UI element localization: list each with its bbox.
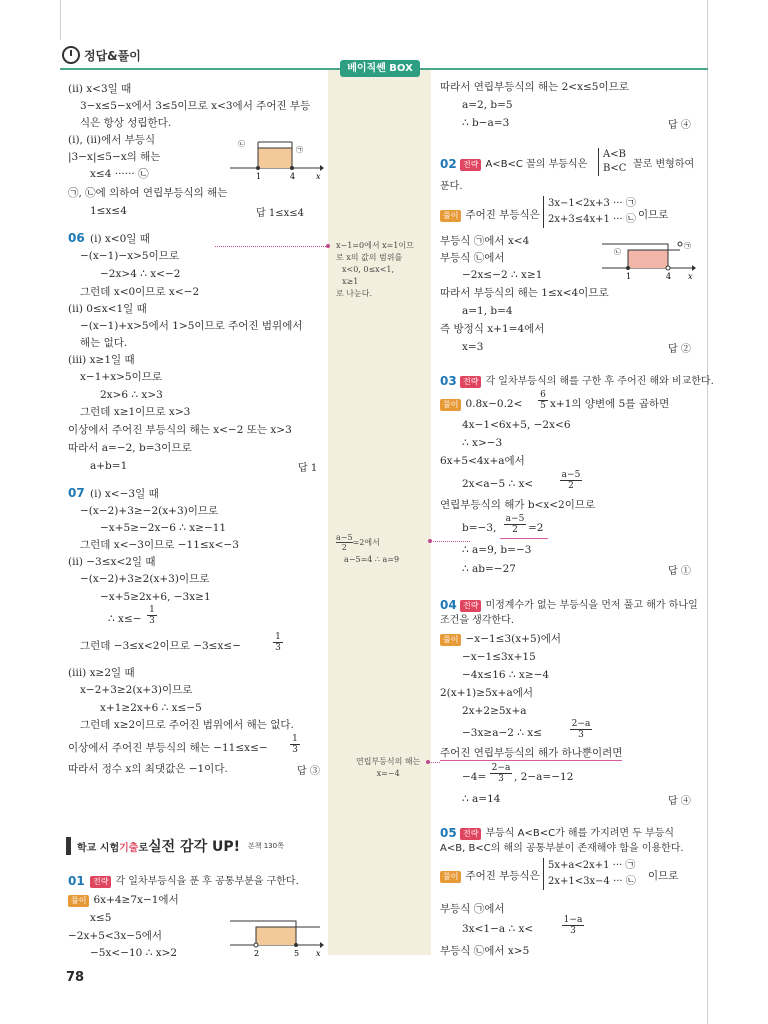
text-line: 즉 방정식 x+1=4에서 xyxy=(440,323,545,335)
text-line: 2x<a−5 ∴ x< xyxy=(462,478,534,490)
inequality-system xyxy=(543,196,636,228)
text-line: (iii) x≥2일 때 xyxy=(68,667,135,679)
text-line: ∴ ab=−27 xyxy=(462,563,516,575)
text-line: 식은 항상 성립한다. xyxy=(80,117,172,129)
text-line: 주어진 연립부등식의 해가 하나뿐이려면 xyxy=(440,747,623,759)
fraction-num: 1 xyxy=(290,734,300,745)
text-line: (iii) x≥1일 때 xyxy=(68,354,135,366)
box-note-2 xyxy=(336,533,380,552)
strategy-text: 각 일차부등식을 푼 후 공통부분을 구한다. xyxy=(115,876,299,887)
text-line: 2x>6 ∴ x>3 xyxy=(100,389,163,401)
basic-box-tag: 베이직쎈 BOX xyxy=(340,60,420,77)
strategy-badge: 전략 xyxy=(90,876,111,888)
text-line: −x−1≤3x+15 xyxy=(462,651,536,663)
strategy-system xyxy=(598,148,626,176)
section-title-post: 로 xyxy=(138,842,149,854)
text-line: a+b=1 xyxy=(90,460,128,472)
strategy-badge: 전략 xyxy=(460,376,481,388)
text-line: 그런데 x≥1이므로 x>3 xyxy=(80,406,191,418)
text-line: 부등식 ㉡에서 xyxy=(440,252,505,264)
text-line xyxy=(68,893,179,907)
note-line: a−5=4 ∴ a=9 xyxy=(344,555,400,564)
note-line: x=−4 xyxy=(376,769,400,778)
inequality-system xyxy=(543,858,636,890)
page-left-border xyxy=(60,0,61,40)
question-number: 06 xyxy=(68,231,85,245)
text-line: 부등식 ㉡에서 x>5 xyxy=(440,945,530,957)
question-number: 07 xyxy=(68,486,85,500)
text-line: −x+5≥2x+6, −3x≥1 xyxy=(100,591,211,603)
answer-mark: 답 ④ xyxy=(668,796,691,807)
text-line: ∴ a=14 xyxy=(462,793,501,805)
text-line: =2 xyxy=(528,522,544,534)
text-line: a=2, b=5 xyxy=(462,99,513,111)
text-line: (ii) 0≤x<1일 때 xyxy=(68,303,147,315)
answer-mark: 답 ① xyxy=(668,566,691,577)
text-line: ∴ a=9, b=−3 xyxy=(462,544,532,556)
text-line: 3x<1−a ∴ x< xyxy=(462,923,534,935)
nl1-label: 1 xyxy=(256,172,262,181)
question-number: 03 xyxy=(440,374,457,388)
note-line: 연립부등식의 해는 xyxy=(356,757,421,766)
system-line: 3x−1<2x+3 ··· ㉠ xyxy=(548,198,636,209)
fraction-num: 2−a xyxy=(491,763,511,773)
fraction-num: a−5 xyxy=(336,533,353,542)
text-line: |3−x|≤5−x의 해는 xyxy=(68,151,161,163)
basic-box-column xyxy=(328,70,431,955)
solution-text: 주어진 부등식은 xyxy=(465,870,540,882)
nl2-label: 4 xyxy=(666,272,672,281)
text-line: 그런데 x<−3이므로 −11≤x<−3 xyxy=(80,539,239,551)
note-line: 로 나눈다. xyxy=(336,289,372,298)
box-note-3 xyxy=(356,756,420,780)
answer-mark: 답 ③ xyxy=(297,766,320,777)
fraction-num: 1 xyxy=(273,632,283,643)
fraction xyxy=(570,719,592,740)
answer-mark: 답 1 xyxy=(298,463,318,474)
text-line: 따라서 a=−2, b=3이므로 xyxy=(68,442,192,454)
text-line: 이므로 xyxy=(638,209,669,221)
text-line: 이상에서 주어진 부등식의 해는 −11≤x≤− xyxy=(68,742,268,754)
text-line: −(x−2)+3≥−2(x+3)이므로 xyxy=(80,505,219,517)
fraction xyxy=(290,734,300,755)
section-title-big: 실전 감각 UP! xyxy=(148,839,240,855)
text-line: x≤4 ······ ㉡ xyxy=(90,168,149,180)
strategy-text: A<B, B<C의 해의 공통부분이 존재해야 함을 이용한다. xyxy=(440,843,684,854)
question-number: 05 xyxy=(440,826,457,840)
text-line: 그런데 x<0이므로 x<−2 xyxy=(80,286,200,298)
highlight-underline xyxy=(500,538,548,539)
text-line: 4x−1<6x+5, −2x<6 xyxy=(462,419,571,431)
page-right-border xyxy=(707,0,708,1024)
number-line-1 xyxy=(228,138,324,182)
text-line: 부등식 ㉠에서 xyxy=(440,903,505,915)
strategy-line xyxy=(460,375,714,389)
strategy-badge: 전략 xyxy=(460,828,481,840)
question-number: 01 xyxy=(68,874,85,888)
logo-text: 정답&풀이 xyxy=(84,48,141,63)
text-line: 6x+5<4x+a에서 xyxy=(440,455,525,467)
question-number: 02 xyxy=(440,157,457,171)
connector-line xyxy=(215,246,328,247)
nl3-label: 5 xyxy=(294,949,300,958)
text-line: , 2−a=−12 xyxy=(514,771,574,783)
note-line: x−1=0에서 x=1이므 xyxy=(336,241,414,250)
fraction-num: 6 xyxy=(538,390,548,401)
text-line xyxy=(440,632,561,646)
fraction xyxy=(147,605,157,626)
section-bar xyxy=(66,837,71,855)
strategy-badge: 전략 xyxy=(460,159,481,171)
connector-line xyxy=(430,541,470,542)
fraction-den: 3 xyxy=(578,730,584,740)
text-line: ∴ x>−3 xyxy=(462,437,503,449)
text-line: −(x−2)+3≥2(x+3)이므로 xyxy=(80,573,210,585)
strategy-line xyxy=(460,599,698,613)
fraction-num: 2−a xyxy=(571,719,591,729)
answer-mark: 답 ② xyxy=(668,344,691,355)
text-line: a=1, b=4 xyxy=(462,305,513,317)
strategy-text: 각 일차부등식의 해를 구한 후 주어진 해와 비교한다. xyxy=(485,376,714,387)
text-line: −2x>4 ∴ x<−2 xyxy=(100,268,181,280)
text-line: −3x≥a−2 ∴ x≤ xyxy=(462,727,543,739)
solution-text: 6x+4≥7x−1에서 xyxy=(93,894,179,906)
fraction xyxy=(490,763,512,784)
solution-badge: 풀이 xyxy=(440,634,461,646)
text-line: 그런데 −3≤x<2이므로 −3≤x≤− xyxy=(80,640,242,652)
section-header xyxy=(66,836,326,856)
text-line: x−2+3≥2(x+3)이므로 xyxy=(80,684,193,696)
text-line: −2x+5<3x−5에서 xyxy=(68,930,163,942)
fraction-num: a−5 xyxy=(505,514,525,524)
text-line: 그런데 x≥2이므로 주어진 범위에서 해는 없다. xyxy=(80,719,294,731)
solution-text: 주어진 부등식은 xyxy=(465,209,540,221)
section-ref: 본책 130쪽 xyxy=(247,842,284,850)
strategy-text: 미정계수가 없는 부등식을 먼저 풀고 해가 하나일 xyxy=(485,600,698,611)
number-line-2 xyxy=(600,238,696,282)
solution-badge: 풀이 xyxy=(68,895,89,907)
fraction xyxy=(273,632,283,653)
text-line: ∴ x≤− xyxy=(108,613,142,625)
system-line: A<B xyxy=(603,149,626,160)
fraction-num: 1 xyxy=(147,605,157,616)
text-line: ∴ b−a=3 xyxy=(462,117,510,129)
section-title-pre: 학교 시험 xyxy=(77,842,120,854)
strategy-line xyxy=(90,875,299,889)
text-line xyxy=(440,397,522,411)
text-line: x−1+x>5이므로 xyxy=(80,371,163,383)
fraction-num: 1−a xyxy=(563,915,583,925)
text-line: −5x<−10 ∴ x>2 xyxy=(90,947,178,959)
text-line: −4x≤16 ∴ x≥−4 xyxy=(462,669,550,681)
system-line: B<C xyxy=(603,163,627,174)
text-line: x=3 xyxy=(462,341,484,353)
fraction-den: 2 xyxy=(512,525,518,535)
nl3-label: 2 xyxy=(254,949,260,958)
strategy-text: 푼다. xyxy=(440,181,463,192)
text-line: b=−3, xyxy=(462,522,497,534)
strategy-text: 부등식 A<B<C가 해를 가지려면 두 부등식 xyxy=(485,828,675,839)
text-line: 2x+2≥5x+a xyxy=(462,705,527,717)
fraction-den: 5 xyxy=(540,401,546,411)
section-title-em: 기출 xyxy=(119,842,139,854)
fraction-den: 3 xyxy=(149,616,155,626)
text-line: x≤5 xyxy=(90,912,112,924)
text-line: (ii) x<3일 때 xyxy=(68,83,132,95)
text-line: 이므로 xyxy=(648,870,679,882)
answer-mark: 답 ④ xyxy=(668,120,691,131)
text-line: ㉠, ㉡에 의하여 연립부등식의 해는 xyxy=(68,187,228,199)
fraction xyxy=(504,514,526,535)
text-line: 2(x+1)≥5x+a에서 xyxy=(440,687,534,699)
nl2-label: x xyxy=(688,272,693,281)
connector-dot xyxy=(426,760,430,764)
text-line: 따라서 부등식의 해는 1≤x<4이므로 xyxy=(440,287,609,299)
nl3-label: x xyxy=(316,949,321,958)
solution-badge: 풀이 xyxy=(440,871,461,883)
text-line: 3−x≤5−x에서 3≤5이므로 x<3에서 주어진 부등 xyxy=(80,100,311,112)
strategy-text: 꼴로 변형하여 xyxy=(633,159,695,170)
header-logo xyxy=(62,44,141,66)
page-number: 78 xyxy=(66,970,85,985)
text-line: −(x−1)+x>5에서 1>5이므로 주어진 범위에서 xyxy=(80,320,303,332)
solution-text: −x−1≤3(x+5)에서 xyxy=(465,633,562,645)
box-note-1 xyxy=(336,240,414,300)
clock-icon xyxy=(62,46,80,64)
fraction-den: 3 xyxy=(275,643,281,653)
fraction-den: 2 xyxy=(341,543,347,552)
fraction xyxy=(538,390,548,411)
connector-dot xyxy=(326,244,330,248)
solution-text: 0.8x−0.2< xyxy=(465,398,523,410)
strategy-line xyxy=(460,158,587,172)
text-line: (ii) −3≤x<2일 때 xyxy=(68,556,156,568)
text-line xyxy=(440,208,540,222)
text-line: −2x≤−2 ∴ x≥1 xyxy=(462,269,543,281)
system-line: 2x+1<3x−4 ··· ㉡ xyxy=(548,876,636,887)
note-text: =2에서 xyxy=(352,537,380,547)
text-line: (i) x<0일 때 xyxy=(90,233,150,245)
text-line: −x+5≥−2x−6 ∴ x≥−11 xyxy=(100,522,227,534)
text-line: x+1≥2x+6 ∴ x≤−5 xyxy=(100,702,202,714)
fraction xyxy=(336,533,353,552)
nl2-label: 1 xyxy=(626,272,632,281)
question-number: 04 xyxy=(440,598,457,612)
text-line: 따라서 정수 x의 최댓값은 −1이다. xyxy=(68,763,228,775)
text-line: −(x−1)−x>5이므로 xyxy=(80,250,180,262)
fraction-den: 3 xyxy=(292,745,298,755)
text-line xyxy=(440,869,540,883)
fraction-den: 2 xyxy=(568,481,574,491)
system-line: 2x+3≤4x+1 ··· ㉡ xyxy=(548,214,636,225)
text-line: 이상에서 주어진 부등식의 해는 x<−2 또는 x>3 xyxy=(68,424,292,436)
connector-dot xyxy=(428,539,432,543)
nl1-label: ㉡ xyxy=(238,140,245,148)
fraction-den: 3 xyxy=(498,774,504,784)
text-line: (i), (ii)에서 부등식 xyxy=(68,134,156,146)
fraction xyxy=(562,915,584,936)
strategy-text: A<B<C 꼴의 부등식은 xyxy=(485,159,588,170)
fraction-num: a−5 xyxy=(561,470,581,480)
nl1-label: 4 xyxy=(290,172,296,181)
nl2-label: ㉠ xyxy=(684,242,691,250)
note-line: 로 x의 값의 범위를 xyxy=(336,253,403,262)
nl1-label: x xyxy=(316,172,321,181)
text-line: 연립부등식의 해가 b<x<2이므로 xyxy=(440,499,596,511)
text-line: x+1의 양변에 5를 곱하면 xyxy=(550,398,670,410)
nl2-label: ㉡ xyxy=(614,248,621,256)
solution-badge: 풀이 xyxy=(440,399,461,411)
strategy-badge: 전략 xyxy=(460,600,481,612)
text-line: 따라서 연립부등식의 해는 2<x≤5이므로 xyxy=(440,81,629,93)
system-line: 5x+a<2x+1 ··· ㉠ xyxy=(548,860,636,871)
strategy-text: 조건을 생각한다. xyxy=(440,615,514,626)
text-line: (i) x<−3일 때 xyxy=(90,488,159,500)
text-line: 부등식 ㉠에서 x<4 xyxy=(440,235,530,247)
solution-badge: 풀이 xyxy=(440,210,461,222)
answer-mark: 답 1≤x≤4 xyxy=(256,208,304,219)
fraction-den: 3 xyxy=(570,926,576,936)
fraction xyxy=(560,470,582,491)
number-line-3 xyxy=(228,915,324,959)
strategy-line xyxy=(460,827,674,841)
text-line: 1≤x≤4 xyxy=(90,205,127,217)
nl1-label: ㉠ xyxy=(296,146,303,154)
note-line: x<0, 0≤x<1, xyxy=(342,265,395,274)
text-line: −4= xyxy=(462,771,487,783)
text-line: 해는 없다. xyxy=(80,337,128,349)
note-line: x≥1 xyxy=(342,277,359,286)
